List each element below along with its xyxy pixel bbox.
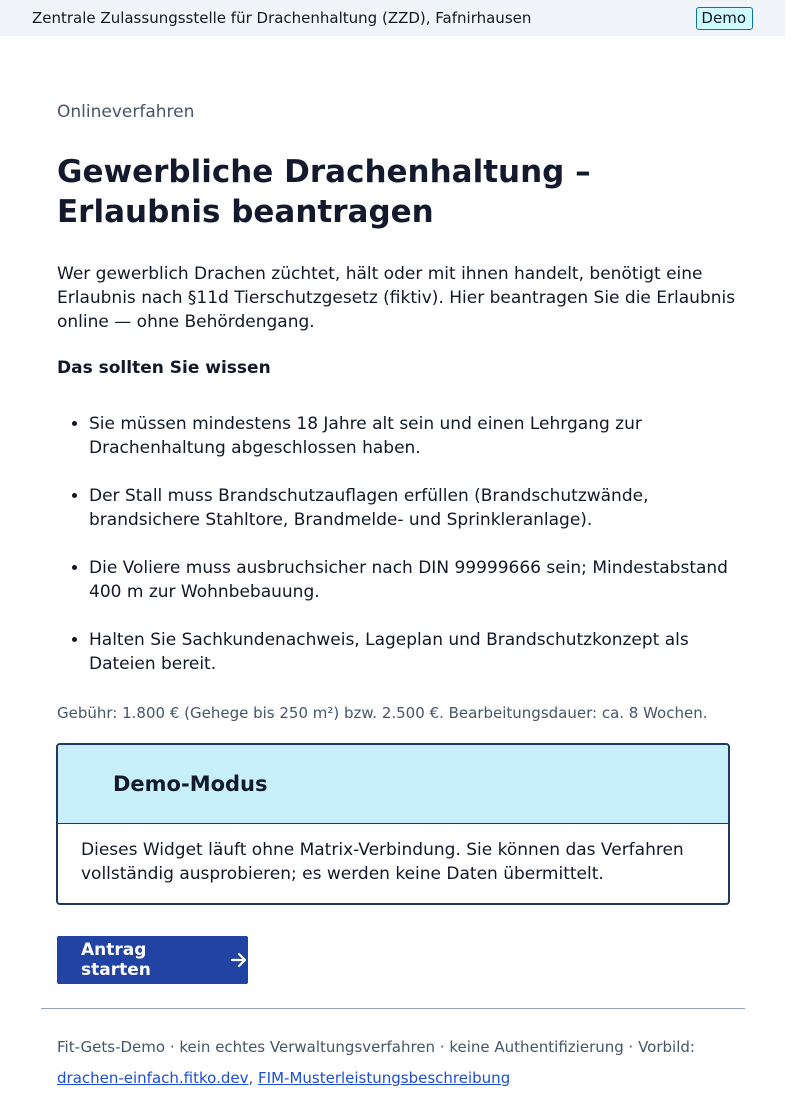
list-item: • Halten Sie Sachkundenachweis, Lageplan und Brandschutzkonzept als Dateien bereit.	[89, 628, 749, 676]
page-kicker: Onlineverfahren	[57, 102, 195, 122]
demo-mode-notice	[56, 743, 730, 905]
list-item: • Sie müssen mindestens 18 Jahre alt sein und einen Lehrgang zur Drachenhaltung abgeschlossen haben.	[89, 412, 749, 460]
footer-divider	[41, 1008, 745, 1009]
start-button-label: Antrag starten	[81, 940, 151, 980]
intro-text: Wer gewerblich Drachen züchtet, hält oder mit ihnen handelt, benötigt eine Erlaubnis nach §11d Tierschutzgesetz (fiktiv). Hier beantragen Sie die Erlaubnis online — ohne Behördengang.	[57, 264, 736, 332]
top-bar	[0, 0, 785, 36]
start-application-button[interactable]	[57, 936, 248, 984]
footer-link-fim[interactable]: FIM-Musterleistungsbeschreibung	[258, 1069, 511, 1087]
organization-name: Zentrale Zulassungsstelle für Drachenhaltung (ZZD), Fafnirhausen	[32, 9, 532, 27]
arrow-right-icon	[230, 951, 248, 969]
demo-notice-header	[58, 745, 728, 824]
fee-info: Gebühr: 1.800 € (Gehege bis 250 m²) bzw. 2.500 €. Bearbeitungsdauer: ca. 8 Wochen.	[57, 704, 708, 722]
page-title: Gewerbliche Drachenhaltung – Erlaubnis beantragen	[57, 154, 591, 230]
demo-notice-text: Dieses Widget läuft ohne Matrix-Verbindung. Sie können das Verfahren vollständig ausprobieren; es werden keine Daten übermittelt.	[81, 840, 684, 884]
demo-notice-title: Demo-Modus	[113, 772, 268, 796]
requirements-list	[57, 412, 749, 700]
list-item: • Der Stall muss Brandschutzauflagen erfüllen (Brandschutzwände, brandsichere Stahltore, Brandmelde- und Sprinkleranlage).	[89, 484, 749, 532]
footer	[57, 1032, 757, 1094]
footer-text: Fit-Gets-Demo · kein echtes Verwaltungsverfahren · keine Authentifizierung · Vorbild:	[57, 1038, 695, 1056]
footer-separator: ,	[248, 1069, 254, 1087]
demo-badge: Demo	[696, 7, 753, 30]
footer-link-drachen-einfach[interactable]: drachen-einfach.fitko.dev	[57, 1069, 249, 1087]
list-item: • Die Voliere muss ausbruchsicher nach DIN 99999666 sein; Mindestabstand 400 m zur Wohnbebauung.	[89, 556, 749, 604]
section-heading: Das sollten Sie wissen	[57, 358, 271, 378]
